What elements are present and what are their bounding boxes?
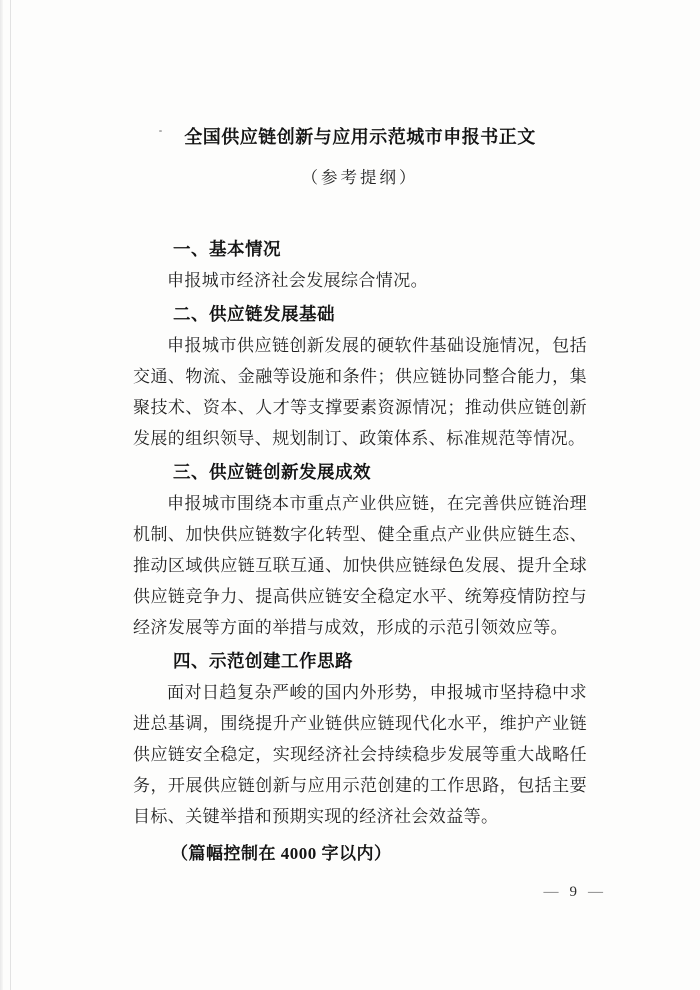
document-title: 全国供应链创新与应用示范城市申报书正文 bbox=[184, 127, 536, 147]
section-heading: 二、供应链发展基础 bbox=[173, 304, 335, 324]
page-number bbox=[544, 883, 604, 901]
section-paragraph: 申报城市供应链创新发展的硬软件基础设施情况，包括交通、物流、金融等设施和条件；供应链协同整合能力，集聚技术、资本、人才等支撑要素资源情况；推动供应链创新发展的组织领导、规划制订、政策体系、标准规范等情况。 bbox=[133, 336, 587, 448]
scan-edge-line bbox=[10, 0, 11, 990]
section-heading: 一、基本情况 bbox=[173, 239, 281, 259]
document-content bbox=[133, 124, 587, 869]
page-number-value: 9 bbox=[569, 884, 577, 900]
section-innovation-results bbox=[133, 457, 587, 643]
document-subtitle: （参考提纲） bbox=[301, 168, 419, 187]
section-supply-chain-foundation bbox=[133, 299, 587, 454]
section-paragraph: 申报城市围绕本市重点产业供应链，在完善供应链治理机制、加快供应链数字化转型、健全重点产业供应链生态、推动区域供应链互联互通、加快供应链绿色发展、提升全球供应链竞争力、提高供应链安全稳定水平、统筹疫情防控与经济发展等方面的举措与成效，形成的示范引领效应等。 bbox=[133, 494, 587, 637]
page-number-right-dash: — bbox=[588, 884, 603, 900]
section-work-plan bbox=[133, 646, 587, 832]
section-paragraph: 面对日趋复杂严峻的国内外形势，申报城市坚持稳中求进总基调，围绕提升产业链供应链现代化水平，维护产业链供应链安全稳定，实现经济社会持续稳步发展等重大战略任务，开展供应链创新与应用示范创建的工作思路，包括主要目标、关键举措和预期实现的经济社会效益等。 bbox=[133, 683, 587, 826]
section-heading: 四、示范创建工作思路 bbox=[173, 651, 353, 671]
section-basic-info bbox=[133, 234, 587, 296]
scan-edge-shading bbox=[0, 0, 3, 990]
page-number-left-dash: — bbox=[543, 884, 559, 900]
length-limit-note: （篇幅控制在 4000 字以内） bbox=[171, 844, 392, 863]
section-paragraph: 申报城市经济社会发展综合情况。 bbox=[167, 271, 428, 290]
section-heading: 三、供应链创新发展成效 bbox=[173, 462, 371, 482]
